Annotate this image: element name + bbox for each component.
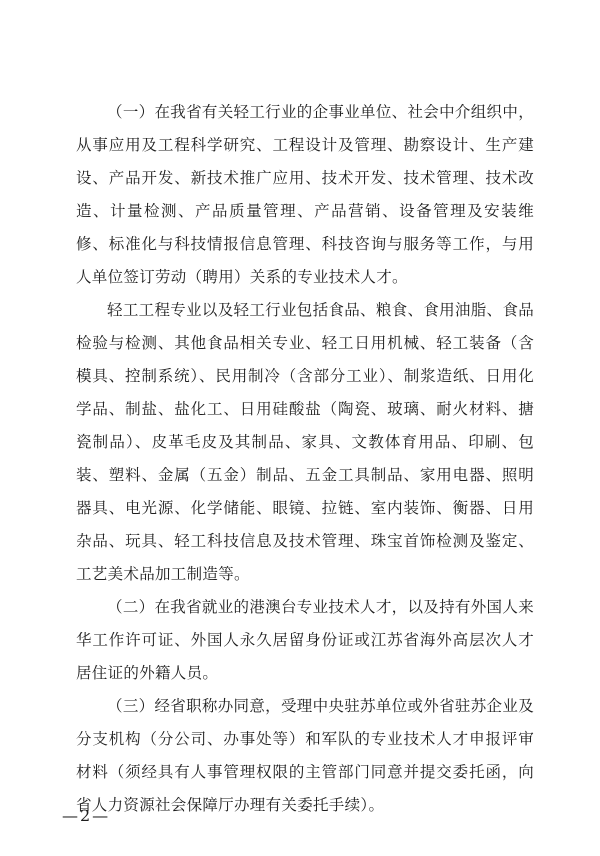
paragraph-2: 轻工工程专业以及轻工行业包括食品、粮食、食用油脂、食品检验与检测、其他食品相关专业、轻工日用机械、轻工装备（含模具、控制系统）、民用制冷（含部分工业）、制浆造纸、日用化学品、制盐、盐化工、日用硅酸盐（陶瓷、玻璃、耐火材料、搪瓷制品）、皮革毛皮及其制品、家具、文教体育用品、印刷、包装、塑料、金属（五金）制品、五金工具制品、家用电器、照明器具、电光源、化学储能、眼镜、拉链、室内装饰、衡器、日用杂品、玩具、轻工科技信息及技术管理、珠宝首饰检测及鉴定、工艺美术品加工制造等。 [76, 301, 534, 583]
page-number: —2— [62, 806, 111, 825]
document-body [76, 96, 534, 822]
paragraph-3: （二）在我省就业的港澳台专业技术人才，以及持有外国人来华工作许可证、外国人永久居留身份证或江苏省海外高层次人才居住证的外籍人员。 [76, 598, 534, 682]
paragraph-4: （三）经省职称办同意，受理中央驻苏单位或外省驻苏企业及分支机构（分公司、办事处等）和军队的专业技术人才申报评审材料（须经具有人事管理权限的主管部门同意并提交委托函，向省人力资源社会保障厅办理有关委托手续）。 [76, 697, 534, 814]
paragraph-1: （一）在我省有关轻工行业的企事业单位、社会中介组织中，从事应用及工程科学研究、工程设计及管理、勘察设计、生产建设、产品开发、新技术推广应用、技术开发、技术管理、技术改造、计量检测、产品质量管理、产品营销、设备管理及安装维修、标准化与科技情报信息管理、科技咨询与服务等工作，与用人单位签订劳动（聘用）关系的专业技术人才。 [76, 103, 534, 286]
